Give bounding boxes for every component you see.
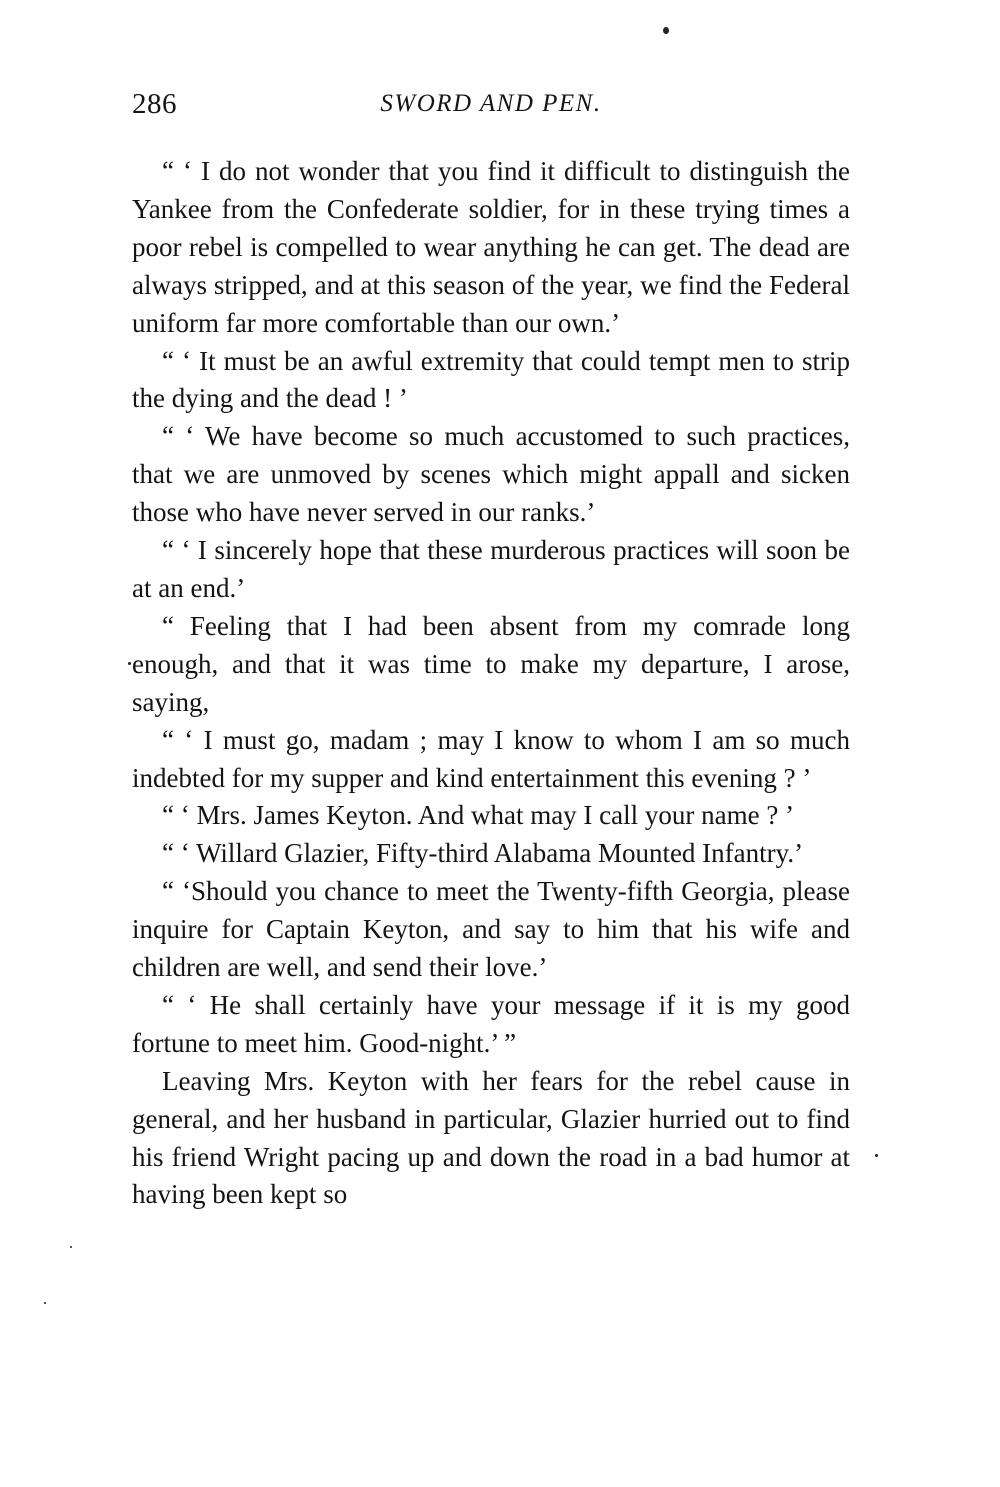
paragraph: “ ‘ I must go, madam ; may I know to whom I am so much indebted for my supper and kind entertainment this evening ? ’ bbox=[132, 724, 850, 793]
ink-speck bbox=[44, 1302, 46, 1304]
body-text bbox=[132, 153, 850, 1214]
paragraph: “ ‘ I sincerely hope that these murderous practices will soon be at an end.’ bbox=[132, 535, 850, 603]
paragraph: “ ‘ He shall certainly have your message if it is my good fortune to meet him. Good-night.’ ” bbox=[132, 989, 850, 1058]
page-number: 286 bbox=[132, 88, 177, 120]
paragraph: “ ‘ I do not wonder that you find it difficult to distinguish the Yankee from the Confederate soldier, for in these trying times a poor rebel is compelled to wear anything he can get. The dead are always stripped, and at this season of the year, we find the Federal uniform far more comfortable than our own.’ bbox=[132, 156, 850, 338]
paragraph: “ ‘ We have become so much accustomed to such practices, that we are unmoved by scenes which might appall and sicken those who have never served in our ranks.’ bbox=[132, 421, 850, 528]
ink-speck bbox=[70, 1246, 72, 1248]
paragraph: “ ‘ Willard Glazier, Fifty-third Alabama Mounted Infantry.’ bbox=[162, 838, 804, 869]
paragraph: “ ‘ Mrs. James Keyton. And what may I call your name ? ’ bbox=[162, 800, 795, 831]
ink-speck bbox=[128, 662, 131, 665]
paragraph: Leaving Mrs. Keyton with her fears for the rebel cause in general, and her husband in particular, Glazier hurried out to find his friend Wright pacing up and down the road in a bad humor at having been kept so bbox=[132, 1065, 850, 1210]
paragraph: “ ‘ It must be an awful extremity that could tempt men to strip the dying and the dead ! ’ bbox=[132, 345, 850, 414]
ink-speck bbox=[875, 1154, 878, 1157]
paragraph: “ ‘Should you chance to meet the Twenty-fifth Georgia, please inquire for Captain Keyton, and say to him that his wife and children are well, and send their love.’ bbox=[132, 876, 850, 983]
running-title: SWORD AND PEN. bbox=[380, 90, 602, 117]
page-header bbox=[132, 88, 850, 128]
paragraph: “ Feeling that I had been absent from my comrade long enough, and that it was time to make my departure, I arose, saying, bbox=[132, 610, 850, 717]
ink-speck bbox=[663, 27, 669, 34]
